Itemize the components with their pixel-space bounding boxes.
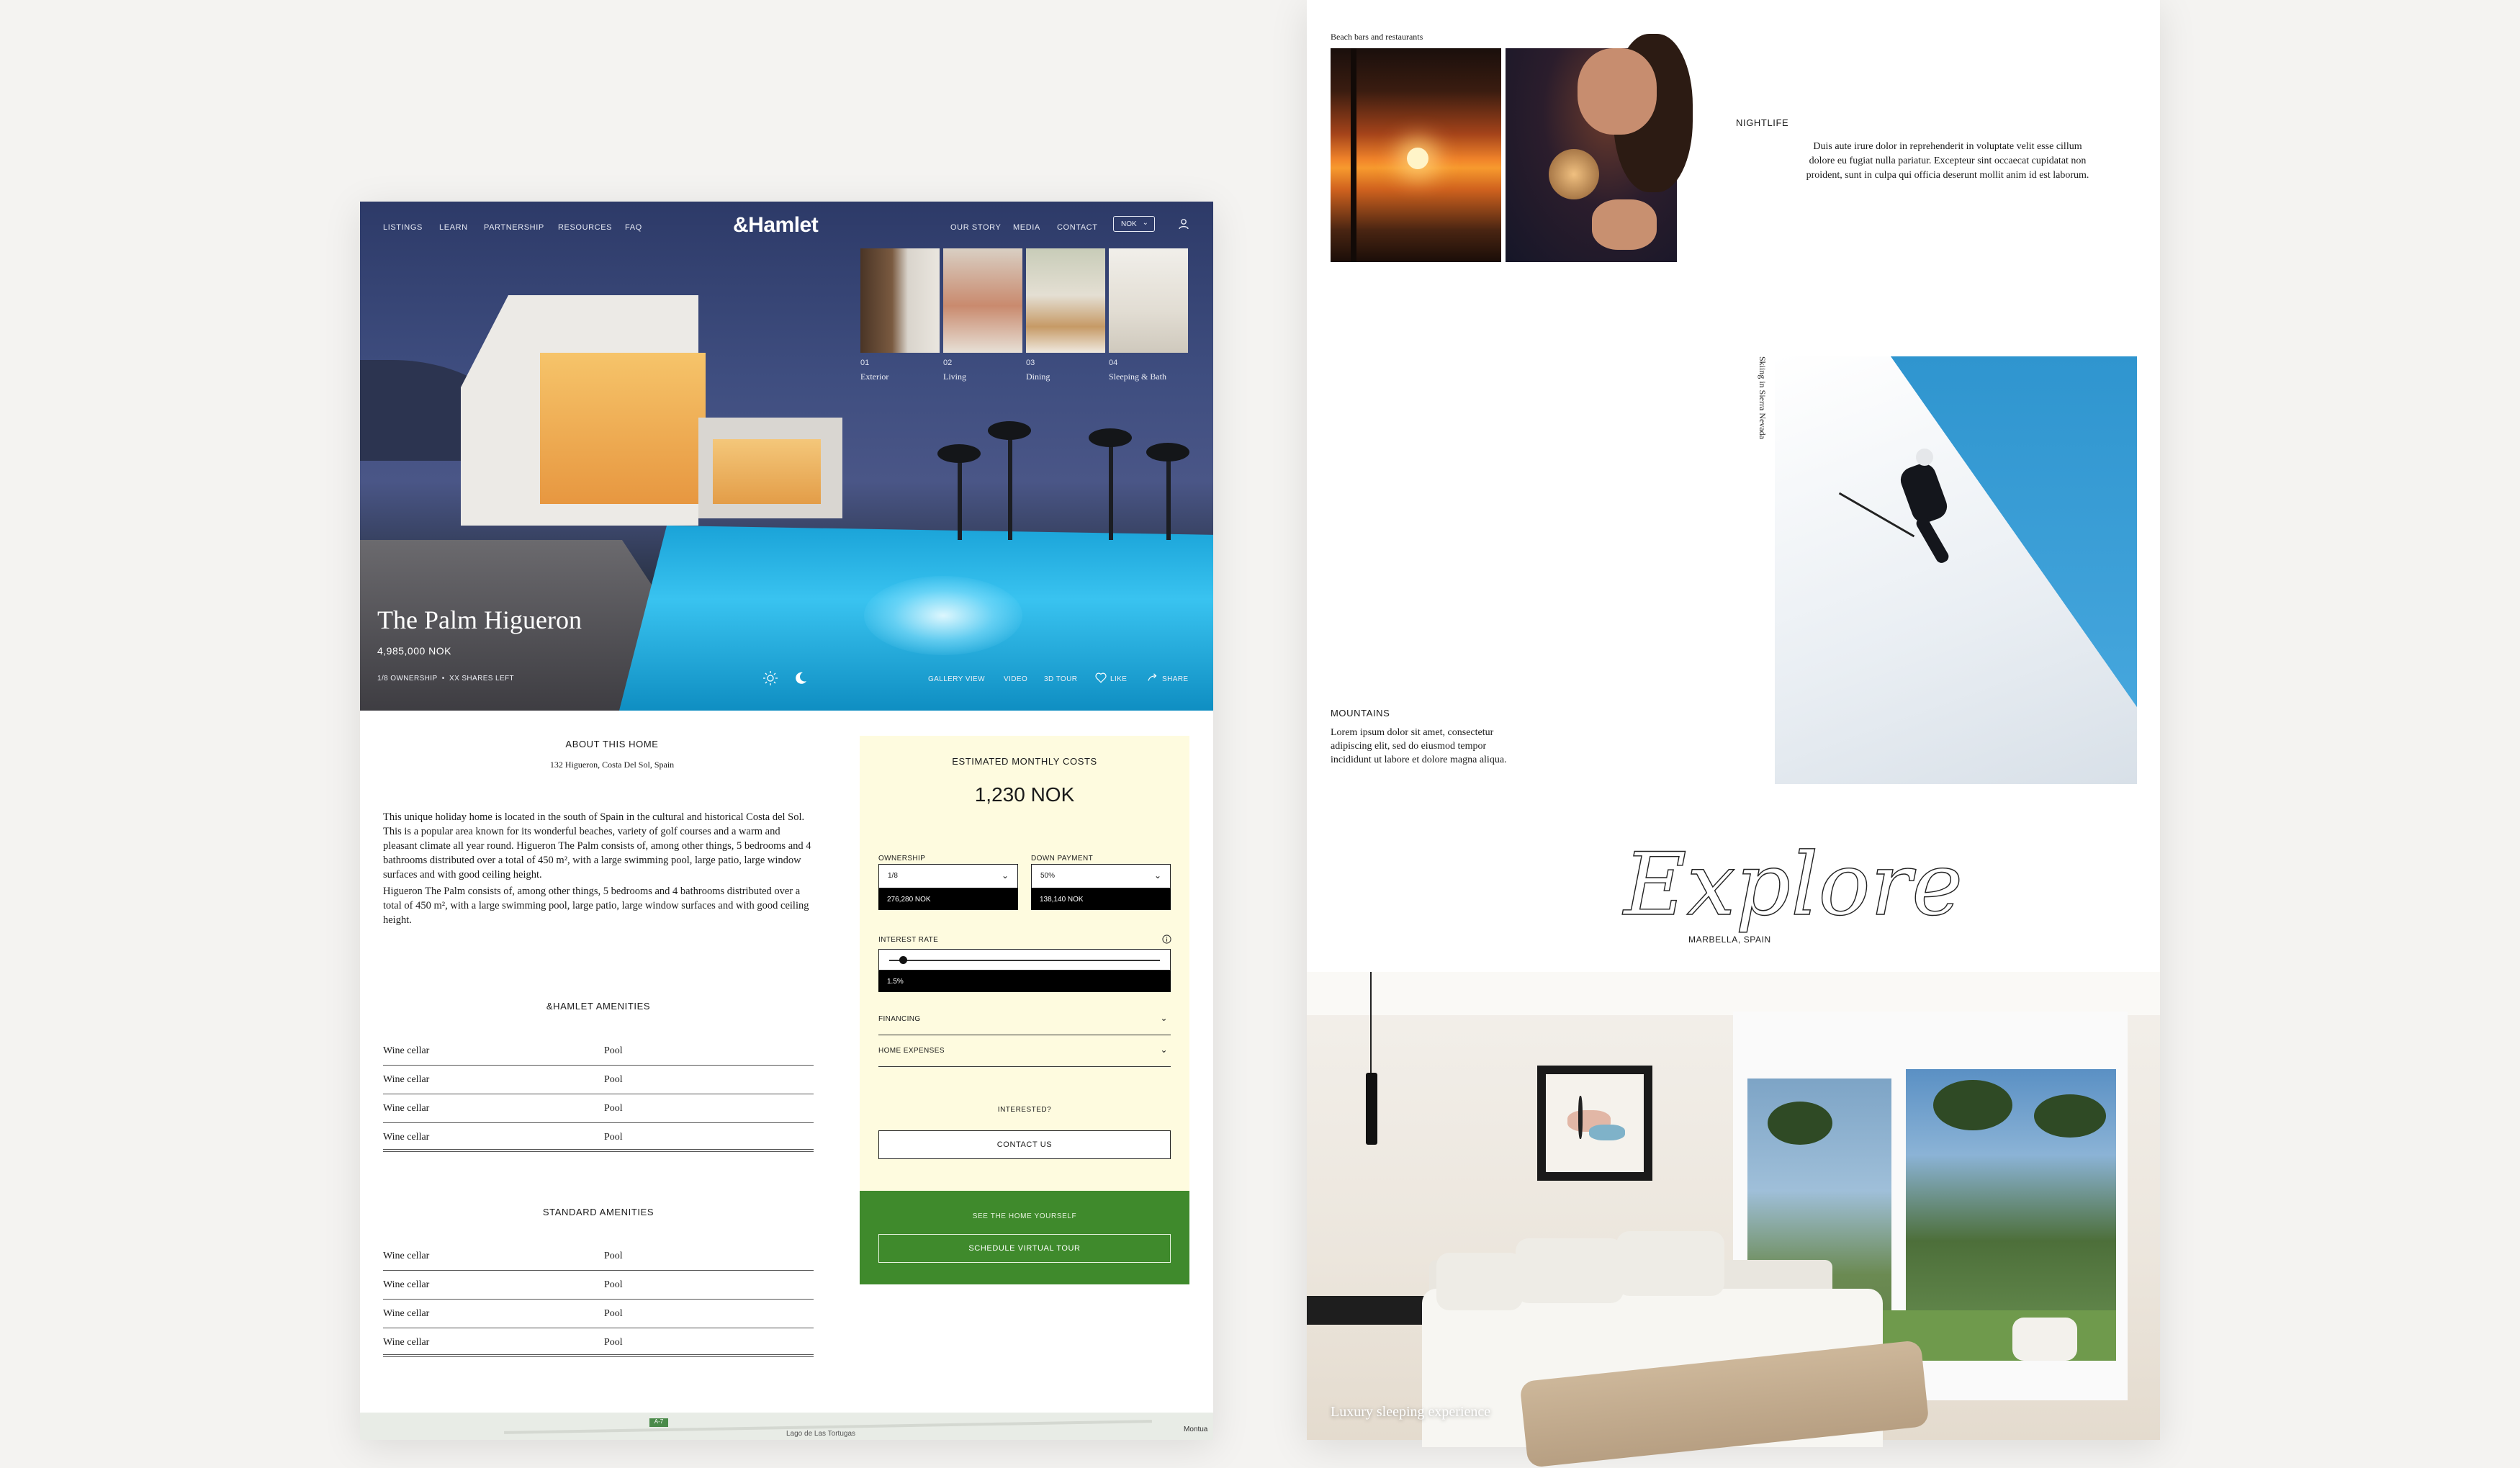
info-icon[interactable]	[1162, 935, 1171, 944]
photo-detail	[1366, 1073, 1377, 1145]
photo-detail	[1516, 1238, 1624, 1303]
down-payment-select-value: 50%	[1040, 872, 1056, 880]
share-button[interactable]: SHARE	[1162, 675, 1189, 683]
contact-us-button[interactable]: CONTACT US	[878, 1130, 1171, 1159]
palm-crown	[1146, 443, 1189, 461]
map[interactable]	[360, 1413, 1213, 1440]
nav-listings[interactable]: LISTINGS	[383, 223, 423, 232]
video-button[interactable]: VIDEO	[1004, 675, 1028, 683]
mountains-title: MOUNTAINS	[1331, 708, 1390, 719]
ownership-select-value: 1/8	[888, 872, 898, 880]
table-row	[383, 1328, 814, 1357]
photo-detail	[1916, 449, 1933, 466]
table-row	[383, 1066, 814, 1094]
about-address: 132 Higueron, Costa Del Sol, Spain	[549, 760, 675, 770]
amenity-cell: Wine cellar	[383, 1337, 430, 1348]
amenity-cell: Pool	[604, 1308, 623, 1319]
photo-detail	[1775, 356, 2137, 784]
sunset-photo	[1331, 48, 1501, 262]
tour-kicker: SEE THE HOME YOURSELF	[972, 1212, 1077, 1220]
photo-detail	[1407, 148, 1428, 169]
ownership-label: OWNERSHIP	[878, 855, 926, 863]
photo-detail	[1578, 1096, 1583, 1139]
home-expenses-label: HOME EXPENSES	[878, 1047, 945, 1055]
amenity-cell: Pool	[604, 1337, 623, 1348]
gallery-thumb-sleeping[interactable]	[1109, 248, 1188, 353]
gallery-label[interactable]: Exterior	[860, 371, 889, 382]
nav-contact[interactable]: CONTACT	[1057, 223, 1098, 232]
about-title: ABOUT THIS HOME	[565, 739, 659, 749]
photo-detail	[1370, 972, 1372, 1073]
listing-price: 4,985,000 NOK	[377, 645, 452, 657]
gallery-thumb-living[interactable]	[943, 248, 1022, 353]
financing-label: FINANCING	[878, 1015, 921, 1023]
table-row	[383, 1271, 814, 1300]
photo-detail	[2034, 1094, 2106, 1138]
pool-light	[864, 576, 1022, 655]
chevron-down-icon: ⌄	[1160, 1013, 1168, 1023]
nightlife-photo	[1506, 48, 1677, 262]
shares-left: XX SHARES LEFT	[449, 675, 515, 683]
photo-detail	[1307, 972, 2160, 1015]
down-payment-select[interactable]	[1031, 864, 1171, 888]
skiing-photo	[1775, 356, 2137, 784]
gallery-num: 03	[1026, 359, 1035, 367]
amenity-cell: Wine cellar	[383, 1279, 430, 1290]
chevron-down-icon: ⌄	[1142, 219, 1148, 227]
ownership-amount: 276,280 NOK	[878, 888, 1018, 910]
photo-detail	[1307, 1296, 1429, 1325]
bedroom-caption: Luxury sleeping experience	[1331, 1404, 1491, 1420]
gallery-num: 01	[860, 359, 870, 367]
monthly-costs-title: ESTIMATED MONTHLY COSTS	[952, 756, 1097, 767]
nightlife-text: Duis aute irure dolor in reprehenderit in voluptate velit esse cillum dolore eu fugiat nulla pariatur. Excepteur sint occaecat cupidatat non proident, sunt in culpa qui officia deserunt mollit anim id est laborum.	[1806, 141, 2089, 181]
listing-title: The Palm Higueron	[377, 605, 582, 634]
hamlet-amenities-title: &HAMLET AMENITIES	[546, 1001, 651, 1012]
amenity-cell: Wine cellar	[383, 1132, 430, 1143]
sun-icon[interactable]	[762, 670, 779, 687]
amenity-cell: Pool	[604, 1045, 623, 1056]
amenity-cell: Pool	[604, 1132, 623, 1143]
table-row	[383, 1123, 814, 1152]
beach-caption: Beach bars and restaurants	[1331, 32, 1423, 42]
chevron-down-icon: ⌄	[1001, 870, 1009, 881]
amenity-cell: Pool	[604, 1251, 623, 1261]
nav-media[interactable]: MEDIA	[1013, 223, 1040, 232]
interest-rate-slider[interactable]	[878, 949, 1171, 971]
interested-label: INTERESTED?	[997, 1106, 1052, 1114]
map-label: Montua	[1184, 1426, 1208, 1433]
photo-detail	[1592, 199, 1657, 250]
listing-page	[360, 202, 1213, 1440]
home-expenses-accordion[interactable]	[878, 1035, 1171, 1067]
amenity-cell: Pool	[604, 1103, 623, 1114]
gallery-thumb-exterior[interactable]	[860, 248, 940, 353]
slider-handle[interactable]	[899, 956, 907, 964]
gallery-label[interactable]: Dining	[1026, 371, 1050, 382]
amenity-cell: Wine cellar	[383, 1103, 430, 1114]
monthly-costs-value: 1,230 NOK	[974, 783, 1075, 806]
interest-rate-value: 1.5%	[878, 971, 1171, 992]
down-payment-amount: 138,140 NOK	[1031, 888, 1171, 910]
ski-caption-text: Skiing in Sierra Nevada	[1758, 356, 1768, 439]
ownership-fraction: 1/8 OWNERSHIP	[377, 675, 438, 683]
photo-detail	[1549, 149, 1599, 199]
table-row	[383, 1242, 814, 1271]
explore-page	[1307, 0, 2160, 1440]
palm-trunk	[1109, 439, 1113, 540]
palm-trunk	[1166, 454, 1171, 540]
heart-icon[interactable]	[1094, 671, 1107, 684]
virtual-tour-panel	[860, 1191, 1189, 1284]
gallery-num: 02	[943, 359, 953, 367]
slider-track	[889, 960, 1160, 961]
down-payment-label: DOWN PAYMENT	[1031, 855, 1094, 863]
nightlife-title: NIGHTLIFE	[1736, 117, 1789, 128]
monthly-costs-panel	[860, 736, 1189, 1240]
photo-detail	[1351, 48, 1356, 262]
explore-script-text: Explore	[1624, 835, 1963, 935]
like-button[interactable]: LIKE	[1110, 675, 1128, 683]
moon-icon[interactable]	[792, 670, 809, 687]
house-wing-windows	[713, 439, 821, 504]
chevron-down-icon: ⌄	[1160, 1045, 1168, 1055]
map-road-badge: A-7	[649, 1418, 668, 1427]
about-paragraph: This unique holiday home is located in the south of Spain in the cultural and historical Costa del Sol. This is a popular area known for its wonderful beaches, variety of golf courses and a warm and pleasant climate all year round. Higueron The Palm consists of, among other things, 5 bedrooms and 4 bathrooms distributed over a total of 450 m², with a large swimming pool, large patio, large window surfaces and with good ceiling height.	[383, 811, 811, 881]
amenity-cell: Pool	[604, 1279, 623, 1290]
amenity-cell: Wine cellar	[383, 1045, 430, 1056]
gallery-thumb-dining[interactable]	[1026, 248, 1105, 353]
nav-our-story[interactable]: OUR STORY	[950, 223, 1002, 232]
table-row	[383, 1300, 814, 1328]
ownership-info: 1/8 OWNERSHIP • XX SHARES LEFT	[377, 675, 515, 683]
interest-rate-label: INTEREST RATE	[878, 936, 939, 944]
photo-detail	[1436, 1253, 1523, 1310]
nav-partnership[interactable]: PARTNERSHIP	[484, 223, 544, 232]
table-row	[383, 1094, 814, 1123]
palm-crown	[1089, 428, 1132, 447]
gallery-num: 04	[1109, 359, 1118, 367]
palm-trunk	[958, 454, 962, 540]
standard-amenities-title: STANDARD AMENITIES	[542, 1207, 654, 1217]
photo-detail	[1616, 1231, 1724, 1296]
palm-crown	[988, 421, 1031, 440]
table-row	[383, 1037, 814, 1066]
share-arrow-icon[interactable]	[1146, 671, 1159, 684]
photo-detail	[1768, 1102, 1832, 1145]
ski-caption	[1757, 356, 1768, 439]
gallery-view-button[interactable]: GALLERY VIEW	[928, 675, 985, 683]
gallery-label[interactable]: Sleeping & Bath	[1109, 371, 1166, 382]
ownership-select[interactable]	[878, 864, 1018, 888]
amenity-cell: Wine cellar	[383, 1251, 430, 1261]
palm-trunk	[1008, 432, 1012, 540]
about-paragraph: Higueron The Palm consists of, among other things, 5 bedrooms and 4 bathrooms distributed over a total of 450 m², with a large swimming pool, large patio, large window surfaces and with good ceiling height.	[383, 886, 809, 926]
photo-detail	[2012, 1318, 2077, 1361]
palm-crown	[937, 444, 981, 463]
bedroom-photo	[1307, 972, 2160, 1440]
hero-section	[360, 202, 1213, 711]
nav-learn[interactable]: LEARN	[439, 223, 468, 232]
amenity-cell: Wine cellar	[383, 1308, 430, 1319]
nav-faq[interactable]: FAQ	[625, 223, 642, 232]
schedule-virtual-tour-button[interactable]: SCHEDULE VIRTUAL TOUR	[878, 1234, 1171, 1263]
mountains-text: Lorem ipsum dolor sit amet, consectetur adipiscing elit, sed do eiusmod tempor incididunt ut labore et dolore magna aliqua.	[1331, 727, 1507, 765]
user-icon[interactable]	[1177, 217, 1190, 230]
photo-detail	[1589, 1125, 1625, 1140]
top-nav	[360, 202, 1213, 252]
photo-detail	[1933, 1080, 2012, 1130]
chevron-down-icon: ⌄	[1153, 870, 1161, 881]
house-windows	[540, 353, 706, 504]
logo[interactable]: &Hamlet	[733, 213, 819, 237]
nav-resources[interactable]: RESOURCES	[558, 223, 613, 232]
photo-detail	[1537, 1066, 1652, 1181]
financing-accordion[interactable]	[878, 1004, 1171, 1035]
3d-tour-button[interactable]: 3D TOUR	[1044, 675, 1078, 683]
gallery-label[interactable]: Living	[943, 371, 966, 382]
amenity-cell: Wine cellar	[383, 1074, 430, 1085]
map-label: Lago de Las Tortugas	[786, 1430, 856, 1438]
amenity-cell: Pool	[604, 1074, 623, 1085]
currency-select[interactable]	[1113, 216, 1155, 232]
currency-value: NOK	[1121, 220, 1137, 228]
explore-location: MARBELLA, SPAIN	[1688, 935, 1771, 945]
